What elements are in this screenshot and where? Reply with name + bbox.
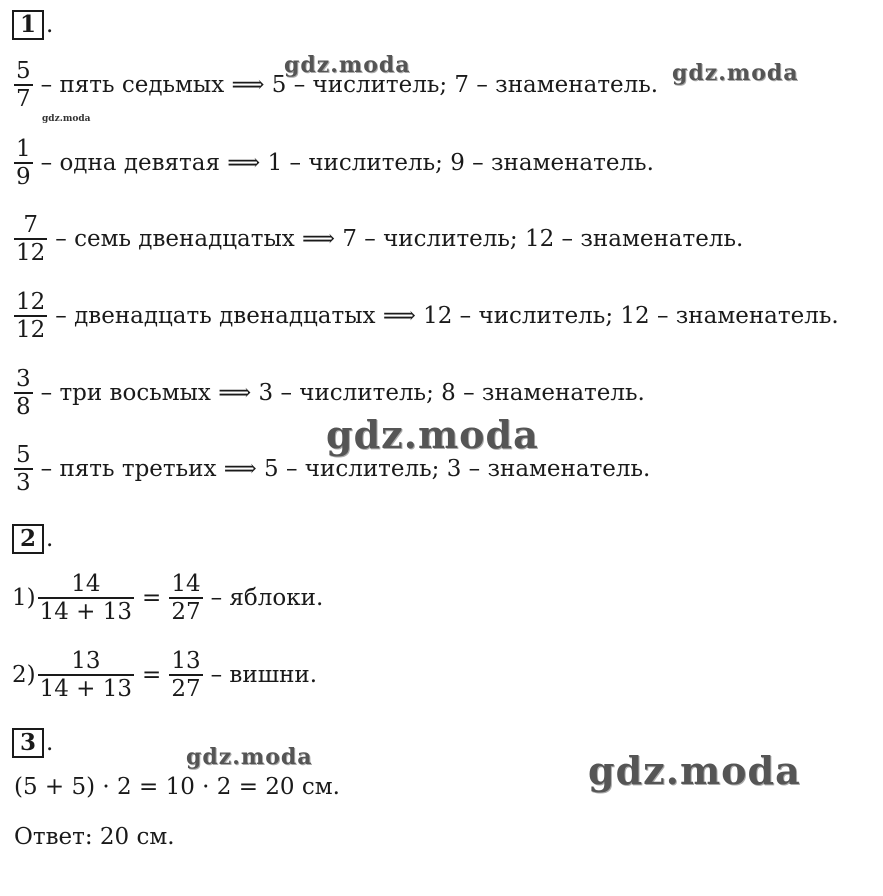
task-1-row: $\frac{5}{7}$ – пять седьмых ⟹ 5 – числитель; 7 – знаменатель. xyxy=(16,58,659,112)
task-1-row: $\frac{5}{3}$ – пять третьих ⟹ 5 – числитель; 3 – знаменатель. xyxy=(16,442,651,496)
task-1-row: $\frac{1}{9}$ – одна девятая ⟹ 1 – числитель; 9 – знаменатель. xyxy=(16,136,654,190)
task-3-answer: Ответ: 20 см. xyxy=(14,824,175,850)
fraction: $\frac{12}{12}$ xyxy=(16,289,46,343)
task-2-number: 2 . xyxy=(12,524,53,554)
watermark: gdz.moda xyxy=(186,744,313,770)
task-3-number: 3 . xyxy=(12,728,53,758)
fraction: $\frac{14}{14 + 13}$ xyxy=(39,571,133,625)
watermark: gdz.moda xyxy=(42,114,91,124)
task-2-row: 1) $\frac{14}{14 + 13}$ = $\frac{14}{27}$ – яблоки. xyxy=(12,571,324,625)
watermark: gdz.moda xyxy=(588,748,801,793)
fraction: $\frac{5}{7}$ xyxy=(16,58,31,112)
watermark: gdz.moda xyxy=(284,52,411,78)
task-number-box: 2 xyxy=(12,524,44,554)
fraction: $\frac{3}{8}$ xyxy=(16,366,31,420)
task-2-row: 2) $\frac{13}{14 + 13}$ = $\frac{13}{27}$ – вишни. xyxy=(12,648,318,702)
task-1-row: $\frac{12}{12}$ – двенадцать двенадцатых ⟹ 12 – числитель; 12 – знаменатель. xyxy=(16,289,839,343)
watermark: gdz.moda xyxy=(672,60,799,86)
fraction: $\frac{14}{27}$ xyxy=(171,571,201,625)
task-1-row: $\frac{7}{12}$ – семь двенадцатых ⟹ 7 – числитель; 12 – знаменатель. xyxy=(16,212,744,266)
task-number-box: 3 xyxy=(12,728,44,758)
task-1-number: 1 . xyxy=(12,10,53,40)
task-1-row: $\frac{3}{8}$ – три восьмых ⟹ 3 – числитель; 8 – знаменатель. xyxy=(16,366,645,420)
fraction: $\frac{1}{9}$ xyxy=(16,136,31,190)
task-3-expression: (5 + 5) · 2 = 10 · 2 = 20 см. xyxy=(14,774,340,800)
fraction: $\frac{13}{27}$ xyxy=(171,648,201,702)
fraction: $\frac{13}{14 + 13}$ xyxy=(39,648,133,702)
fraction: $\frac{5}{3}$ xyxy=(16,442,31,496)
watermark: gdz.moda xyxy=(326,412,539,457)
task-number-box: 1 xyxy=(12,10,44,40)
fraction: $\frac{7}{12}$ xyxy=(16,212,46,266)
